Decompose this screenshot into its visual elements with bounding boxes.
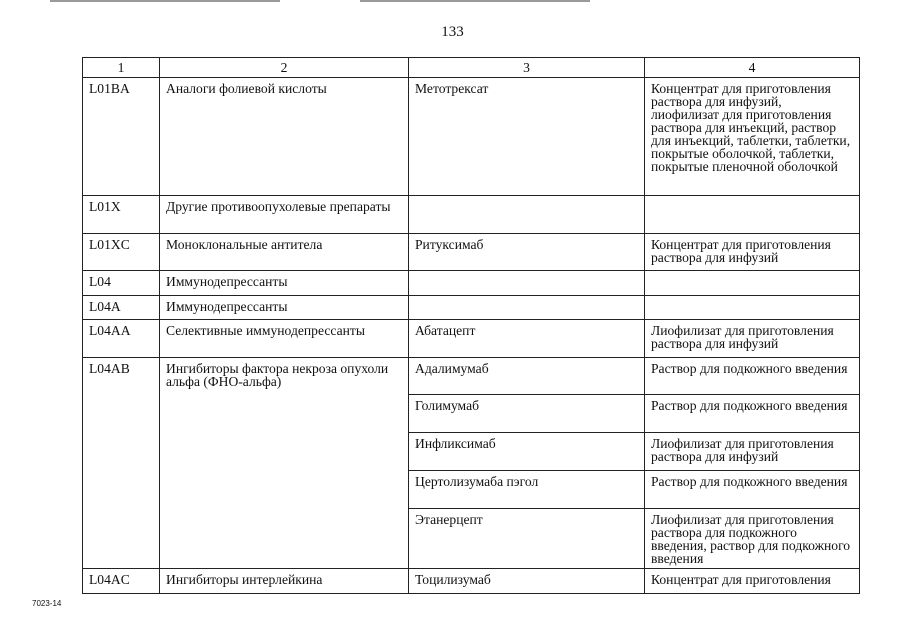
drug-cell: Этанерцепт [409,509,645,569]
page-number: 133 [441,24,464,40]
table-row [83,569,860,594]
dosage-form-cell: Раствор для подкожного введения [645,395,860,433]
drug-table [82,57,860,594]
column-header-2: 2 [160,58,409,78]
group-cell: Моноклональные антитела [160,234,409,271]
dosage-form-cell [645,271,860,296]
group-cell: Аналоги фолиевой кислоты [160,78,409,196]
scan-edge-line [360,0,590,2]
drug-cell: Тоцилизумаб [409,569,645,594]
table-row [83,358,860,395]
group-cell: Ингибиторы фактора некроза опухоли альфа (ФНО-альфа) [160,358,409,569]
dosage-form-cell: Концентрат для приготовления [645,569,860,594]
column-header-1: 1 [83,58,160,78]
atc-code-cell: L04 [83,271,160,296]
table-row [83,196,860,234]
dosage-form-cell: Концентрат для приготовления раствора для инфузий, лиофилизат для приготовления раствора для инъекций, раствор для инъекций, таблетки, таблетки, покрытые оболочкой, таблетки, покрытые пленочной оболочкой [645,78,860,196]
atc-code-cell: L04AA [83,320,160,358]
dosage-form-cell: Лиофилизат для приготовления раствора для инфузий [645,320,860,358]
dosage-form-cell: Концентрат для приготовления раствора для инфузий [645,234,860,271]
atc-code-cell: L01BA [83,78,160,196]
dosage-form-cell [645,196,860,234]
table-row [83,78,860,196]
group-cell: Ингибиторы интерлейкина [160,569,409,594]
drug-cell [409,196,645,234]
dosage-form-cell: Лиофилизат для приготовления раствора для подкожного введения, раствор для подкожного введения [645,509,860,569]
group-cell: Иммунодепрессанты [160,271,409,296]
dosage-form-cell: Раствор для подкожного введения [645,471,860,509]
atc-code-cell: L04AB [83,358,160,569]
drug-cell: Абатацепт [409,320,645,358]
scan-edge-line [50,0,280,2]
column-header-4: 4 [645,58,860,78]
table-row [83,271,860,296]
atc-code-cell: L04A [83,296,160,320]
group-cell: Иммунодепрессанты [160,296,409,320]
drug-cell [409,296,645,320]
drug-cell [409,271,645,296]
column-header-3: 3 [409,58,645,78]
table-row [83,234,860,271]
group-cell: Селективные иммунодепрессанты [160,320,409,358]
atc-code-cell: L04AC [83,569,160,594]
drug-cell: Цертолизумаба пэгол [409,471,645,509]
table-header-row [83,58,860,78]
group-cell: Другие противоопухолевые препараты [160,196,409,234]
document-code: 7023-14 [32,599,62,608]
drug-cell: Адалимумаб [409,358,645,395]
atc-code-cell: L01X [83,196,160,234]
drug-cell: Голимумаб [409,395,645,433]
drug-cell: Метотрексат [409,78,645,196]
drug-cell: Ритуксимаб [409,234,645,271]
table-row [83,296,860,320]
dosage-form-cell: Раствор для подкожного введения [645,358,860,395]
dosage-form-cell: Лиофилизат для приготовления раствора для инфузий [645,433,860,471]
dosage-form-cell [645,296,860,320]
drug-cell: Инфликсимаб [409,433,645,471]
atc-code-cell: L01XC [83,234,160,271]
table-row [83,320,860,358]
